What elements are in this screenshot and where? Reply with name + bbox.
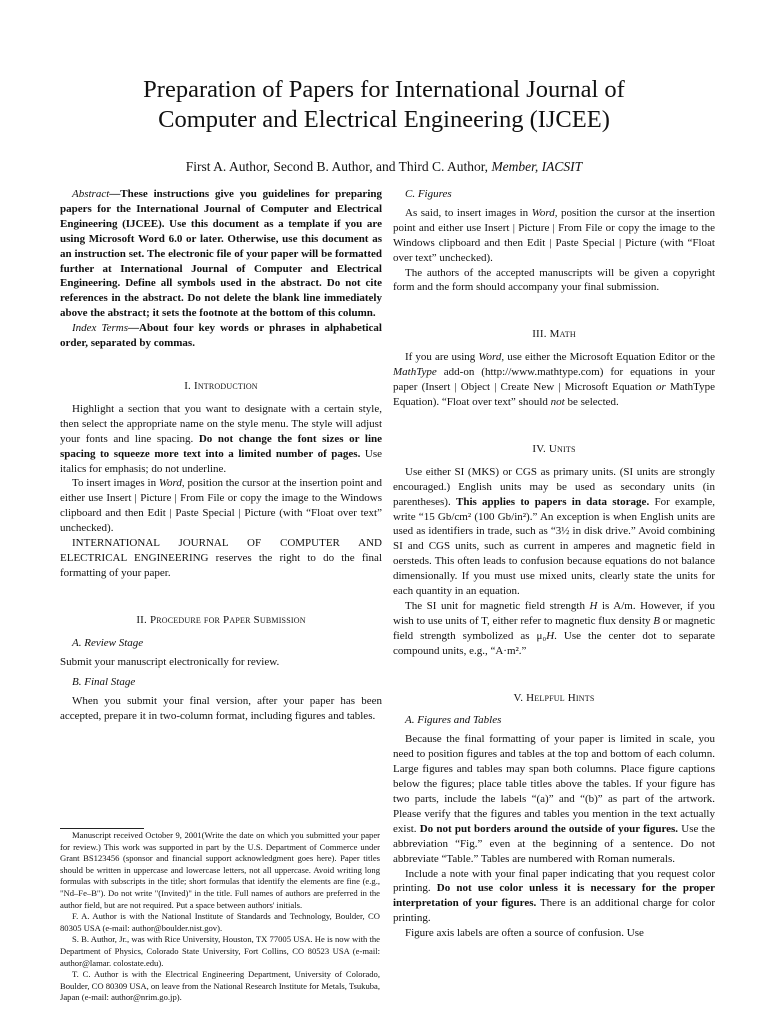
math-mathtype: MathType: [393, 366, 437, 379]
author-line: [0, 159, 768, 175]
intro-p2-tail: position the cursor at the insertion point and either use Insert | Picture | From File or copy the image to the Windows clipboard and then Edit | Paste Special | Picture (with “Float over text” unchecked).: [60, 477, 383, 535]
units-p2-mid: is A/m. However, if you wish to use units of T, either refer to magnetic flux density: [393, 599, 716, 627]
footnote-second-author: S. B. Author, Jr., was with Rice University, Houston, TX 77005 USA. He is now with the Department of Physics, Colorado State University, Fort Collins, CO 80523 USA (e-mail: author@lamar. colostate.edu).: [60, 934, 380, 968]
hints-p2-text: Include a note with your final paper indicating that you request color printing.: [393, 867, 715, 895]
intro-paragraph-2: [60, 476, 382, 536]
footnote-third-author: T. C. Author is with the Electrical Engineering Department, University of Colorado, Boulder, CO 80309 USA, on leave from the National Research Institute for Metals, Tsukuba, Japan (e-mail: author@nrim.go.jp).: [60, 969, 380, 1003]
hints-p2-bold: Do not use color unless it is necessary for the proper interpretation of your figures.: [393, 882, 716, 910]
subsection-figures-tables: A. Figures and Tables: [405, 714, 502, 727]
math-paragraph: [393, 350, 715, 410]
index-terms-body: —About four key words or phrases in alphabetical order, separated by commas.: [60, 322, 382, 350]
title-line-2: Computer and Electrical Engineering (IJCEE): [158, 106, 610, 133]
math-text-b: use either the Microsoft Equation Editor or the: [507, 351, 716, 364]
units-p2-tail: . Use the center dot to separate compound units, e.g., “A·m².”: [393, 629, 715, 657]
math-word: Word,: [478, 351, 505, 364]
intro-p1-bold: Do not change the font sizes or line spacing to squeeze more text into a limited number of pages.: [60, 432, 382, 460]
math-not: not: [550, 395, 565, 408]
hints-p1-tail: Use the abbreviation “Fig.” even at the beginning of a sentence. Do not abbreviate “Table.” Tables are numbered with Roman numerals.: [393, 822, 715, 865]
units-p2-h-symbol: H: [546, 629, 555, 642]
paper-title: [0, 75, 768, 135]
right-column: [393, 187, 715, 941]
hints-paragraph-2: [393, 867, 715, 927]
figures-p1-word: Word,: [531, 206, 558, 219]
subsection-figures: C. Figures: [405, 188, 452, 200]
footnote-manuscript: Manuscript received October 9, 2001(Write the date on which you submitted your paper for review.) This work was supported in part by the U.S. Department of Commerce under Grant BS123456 (sponsor and financial support acknowledgment goes here). Paper titles should be written in uppercase and lowercase letters, not all uppercase. Avoid writing long formulas with subscripts in the title; short formulas that identify the elements are fine (e.g., "Nd–Fe–B"). Do not write "(Invited)" in the title. Full names of authors are preferred in the author field, but are not required. Put a space between authors' initials.: [60, 830, 380, 910]
abstract-body: —These instructions give you guidelines for preparing papers for the International Journal of Computer and Electrical Engineering (IJCEE). Use this document as a template if you are using Microsoft Word 6.0 or later. Otherwise, use this document as an instruction set. The electronic file of your paper will be formatted further at International Journal of Computer and Electrical Engineering. Define all symbols used in the abstract. Do not cite references in the abstract. Do not delete the blank line immediately above the abstract; it sets the footnote at the bottom of this column.: [60, 188, 382, 320]
section-heading-procedure: II. Procedure for Paper Submission: [136, 613, 306, 626]
index-terms-lead: Index Terms: [72, 322, 129, 335]
figures-paragraph-1: [393, 206, 715, 266]
intro-paragraph-3: INTERNATIONAL JOURNAL OF COMPUTER AND ELECTRICAL ENGINEERING reserves the right to do the final formatting of your paper.: [60, 537, 382, 579]
abstract: [60, 187, 382, 321]
math-or: or: [656, 381, 666, 394]
section-heading-hints: V. Helpful Hints: [513, 691, 595, 704]
hints-paragraph-3: Figure axis labels are often a source of confusion. Use: [405, 927, 644, 940]
author-names: First A. Author, Second B. Author, and Third C. Author,: [185, 159, 489, 174]
footnotes: [60, 830, 380, 1004]
units-p1-text: Use either SI (MKS) or CGS as primary units. (SI units are strongly encouraged.) English units may be used as secondary units (in parentheses).: [393, 465, 715, 508]
index-terms: [60, 321, 382, 351]
figures-p1-tail: position the cursor at the insertion point and either use Insert | Picture | From File or copy the image to the Windows clipboard and then Edit | Paste Special | Picture (with “Float over text” unchecked).: [393, 206, 715, 264]
units-p2-h: H: [589, 599, 598, 612]
math-text-d: MathType Equation). “Float over text” should: [393, 381, 715, 408]
author-affiliation: Member, IACSIT: [491, 159, 583, 174]
intro-p1-tail: Use italics for emphasis; do not underline.: [60, 447, 382, 475]
section-heading-math: III. Math: [532, 328, 576, 341]
intro-paragraph-1: [60, 402, 382, 477]
units-paragraph-1: [393, 465, 715, 599]
units-p2-b-symbol: B: [653, 614, 661, 627]
left-column: [60, 187, 382, 724]
subsection-review-stage: A. Review Stage: [72, 636, 144, 649]
review-stage-text: Submit your manuscript electronically for review.: [60, 655, 280, 668]
hints-paragraph-1: [393, 732, 715, 866]
units-p2-mu: or magnetic field strength symbolized as μ₀: [393, 614, 716, 642]
units-p1-bold: This applies to papers in data storage.: [456, 495, 650, 508]
math-text-c: add-on (http://www.mathtype.com) for equations in your paper (Insert | Object | Create New | Microsoft Equation: [393, 366, 715, 394]
intro-p2-text: To insert images in: [72, 477, 157, 490]
math-text-e: be selected.: [567, 395, 619, 408]
units-paragraph-2: [393, 599, 715, 659]
final-stage-text: When you submit your final version, after your paper has been accepted, prepare it in two-column format, including figures and tables.: [60, 695, 382, 723]
math-text-a: If you are using: [405, 351, 476, 364]
intro-p2-word: Word,: [158, 477, 185, 490]
title-line-1: Preparation of Papers for International Journal of: [143, 76, 625, 103]
hints-p2-tail: There is an additional charge for color printing.: [393, 897, 715, 925]
footnote-first-author: F. A. Author is with the National Institute of Standards and Technology, Boulder, CO 80305 USA (e-mail: author@boulder.nist.gov).: [60, 911, 380, 933]
hints-p1-bold: Do not put borders around the outside of your figures.: [419, 822, 679, 835]
intro-p1-text: Highlight a section that you want to designate with a certain style, then select the appropriate name on the style menu. The style will adjust your fonts and line spacing.: [60, 402, 382, 445]
abstract-lead: Abstract: [72, 188, 110, 200]
section-heading-introduction: I. Introduction: [184, 379, 258, 392]
figures-p1-text: As said, to insert images in: [405, 206, 529, 219]
units-p2-text: The SI unit for magnetic field strength: [405, 599, 585, 612]
subsection-final-stage: B. Final Stage: [72, 676, 136, 689]
units-p1-tail: For example, write “15 Gb/cm² (100 Gb/in²).” An exception is when English units are used as identifiers in trade, such as “3½ in disk drive.” Avoid combining SI and CGS units, such as current in amperes and magnetic field in oersteds. This often leads to confusion because equations do not balance dimensionally. If you must use mixed units, clearly state the units for each quantity in an equation.: [393, 495, 716, 598]
figures-paragraph-2: The authors of the accepted manuscripts will be given a copyright form and the form should accompany your final submission.: [393, 266, 715, 294]
hints-p1-text: Because the final formatting of your paper is limited in scale, you need to position figures and tables at the top and bottom of each column. Large figures and tables may span both columns. Place figure captions below the figures; place table titles above the tables. If your figure has two parts, include the labels “(a)” and “(b)” as part of the artwork. Please verify that the figures and tables you mention in the text actually exist.: [393, 733, 715, 835]
footnote-divider: [60, 828, 144, 829]
section-heading-units: IV. Units: [532, 442, 576, 455]
